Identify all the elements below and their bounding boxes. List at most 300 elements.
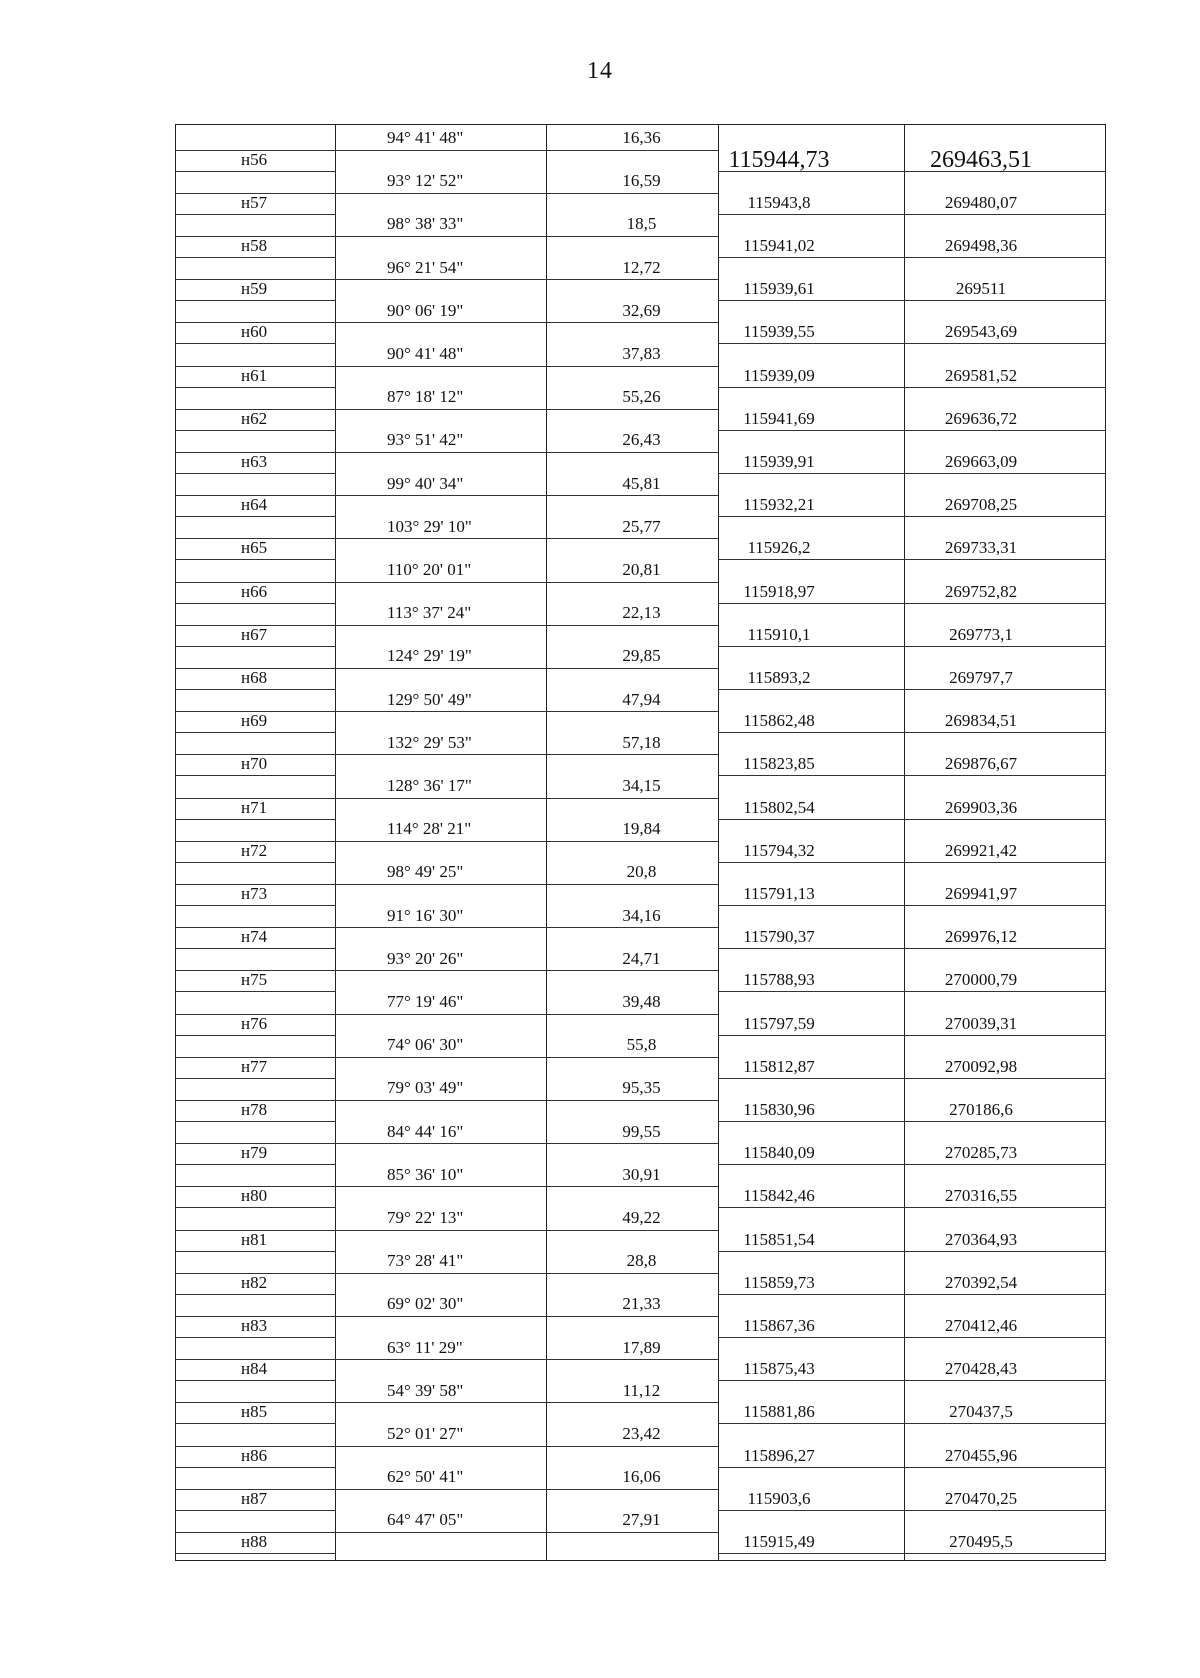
angle-cell: 63° 11' 29" [387,1337,463,1357]
x-coordinate-cell: 115840,09 [743,1143,815,1163]
row-rule [336,452,718,453]
row-rule [336,927,718,928]
row-rule [176,473,336,474]
row-rule [176,1337,336,1338]
row-rule [176,1446,336,1447]
row-rule [176,1489,336,1490]
angle-cell: 91° 16' 30" [387,905,464,925]
row-rule [718,559,1106,560]
distance-cell: 95,35 [622,1078,661,1098]
x-coordinate-cell: 115939,91 [743,451,815,471]
row-rule [336,625,718,626]
row-rule [336,970,718,971]
x-coordinate-cell: 115915,49 [743,1531,815,1551]
point-id-cell: н73 [241,883,268,903]
y-coordinate-cell: 269480,07 [944,192,1018,212]
row-rule [176,1100,336,1101]
point-id-cell: н69 [241,711,268,731]
row-rule [336,1402,718,1403]
row-rule [176,300,336,301]
angle-cell: 98° 38' 33" [387,214,464,234]
point-id-cell: н58 [241,235,268,255]
row-rule [176,516,336,517]
point-id-cell: н75 [241,970,268,990]
angle-cell: 113° 37' 24" [387,603,472,623]
x-coordinate-cell: 115941,69 [743,408,815,428]
angle-cell: 103° 29' 10" [387,516,472,536]
y-coordinate-cell: 269797,7 [949,667,1013,687]
y-coordinate-cell: 269498,36 [944,235,1018,255]
row-rule [336,495,718,496]
row-rule [176,387,336,388]
row-rule [336,150,718,151]
angle-cell: 87° 18' 12" [387,387,464,407]
row-rule [176,559,336,560]
distance-cell: 55,26 [622,387,661,407]
row-rule [718,1337,1106,1338]
x-coordinate-cell: 115812,87 [743,1056,815,1076]
row-rule [718,1251,1106,1252]
row-rule [176,1294,336,1295]
distance-cell: 34,15 [622,775,661,795]
row-rule [176,1207,336,1208]
row-rule [176,646,336,647]
point-id-cell: н87 [241,1488,268,1508]
row-rule [718,516,1106,517]
distance-cell: 18,5 [626,214,657,234]
distance-cell: 34,16 [622,905,661,925]
y-coordinate-cell: 270392,54 [944,1272,1018,1292]
angle-cell: 64° 47' 05" [387,1510,464,1530]
row-rule [176,1164,336,1165]
row-rule [718,689,1106,690]
angle-cell: 94° 41' 48" [387,128,464,147]
row-rule [176,754,336,755]
distance-cell: 29,85 [622,646,661,666]
y-coordinate-cell: 269876,67 [944,754,1018,774]
row-rule [176,603,336,604]
distance-cell: 24,71 [622,948,661,968]
row-rule [176,625,336,626]
row-rule [176,1143,336,1144]
row-rule [176,668,336,669]
row-rule [336,1186,718,1187]
row-rule [176,452,336,453]
row-rule [176,214,336,215]
y-coordinate-cell: 270092,98 [944,1056,1018,1076]
row-rule [718,1553,1106,1554]
row-rule [176,991,336,992]
row-rule [336,1532,718,1533]
row-rule [336,1359,718,1360]
row-rule [176,1316,336,1317]
distance-cell: 16,36 [622,128,661,147]
distance-cell: 19,84 [622,819,661,839]
x-coordinate-cell: 115939,55 [743,322,815,342]
row-rule [336,668,718,669]
y-coordinate-cell: 270285,73 [944,1143,1018,1163]
angle-cell: 85° 36' 10" [387,1164,464,1184]
x-coordinate-cell: 115851,54 [743,1229,815,1249]
x-coordinate-cell: 115788,93 [743,970,815,990]
y-coordinate-cell: 269752,82 [944,581,1018,601]
distance-cell: 25,77 [622,516,661,536]
row-rule [176,1251,336,1252]
y-coordinate-cell: 270316,55 [944,1186,1018,1206]
angle-cell: 74° 06' 30" [387,1035,464,1055]
point-id-cell: н79 [241,1143,268,1163]
row-rule [176,1273,336,1274]
point-id-cell: н65 [241,538,268,558]
row-rule [176,948,336,949]
row-rule [336,1014,718,1015]
y-coordinate-cell: 269463,51 [930,146,1032,173]
row-rule [336,366,718,367]
point-id-cell: н88 [241,1531,268,1551]
row-rule [718,1035,1106,1036]
y-coordinate-cell: 270455,96 [944,1445,1018,1465]
y-coordinate-cell: 270495,5 [949,1531,1013,1551]
row-rule [176,257,336,258]
row-rule [718,1380,1106,1381]
x-coordinate-cell: 115896,27 [743,1445,815,1465]
row-rule [176,798,336,799]
point-id-cell: н61 [241,365,268,385]
row-rule [336,193,718,194]
x-coordinate-cell: 115881,86 [743,1402,815,1422]
row-rule [718,862,1106,863]
x-coordinate-cell: 115941,02 [743,235,815,255]
row-rule [176,409,336,410]
distance-cell: 37,83 [622,343,661,363]
y-coordinate-cell: 270000,79 [944,970,1018,990]
point-id-cell: н74 [241,927,268,947]
distance-cell: 39,48 [622,991,661,1011]
point-id-cell: н64 [241,495,268,515]
y-coordinate-cell: 269581,52 [944,365,1018,385]
x-coordinate-cell: 115939,61 [743,279,815,299]
distance-cell: 45,81 [622,473,661,493]
row-rule [336,409,718,410]
point-id-cell: н77 [241,1056,268,1076]
distance-cell: 22,13 [622,603,661,623]
y-coordinate-cell: 269921,42 [944,840,1018,860]
row-rule [718,473,1106,474]
row-rule [176,1553,336,1554]
y-coordinate-cell: 269903,36 [944,797,1018,817]
x-coordinate-cell: 115862,48 [743,711,815,731]
x-coordinate-cell: 115939,09 [743,365,815,385]
row-rule [176,236,336,237]
row-rule [336,1057,718,1058]
y-coordinate-cell: 269636,72 [944,408,1018,428]
row-rule [176,495,336,496]
angle-cell: 124° 29' 19" [387,646,472,666]
page-number: 14 [587,58,613,84]
distance-cell: 27,91 [622,1510,661,1530]
point-id-cell: н76 [241,1013,268,1033]
row-rule [176,1014,336,1015]
x-coordinate-cell: 115944,73 [728,146,830,173]
point-id-cell: н81 [241,1229,268,1249]
row-rule [718,343,1106,344]
angle-cell: 77° 19' 46" [387,991,464,1011]
coordinates-table [175,124,1106,1561]
distance-cell: 11,12 [622,1380,661,1400]
row-rule [176,1121,336,1122]
row-rule [176,884,336,885]
row-rule [718,991,1106,992]
distance-cell: 16,59 [622,171,661,191]
row-rule [718,430,1106,431]
y-coordinate-cell: 269733,31 [944,538,1018,558]
row-rule [336,1100,718,1101]
point-id-cell: н86 [241,1445,268,1465]
y-coordinate-cell: 270412,46 [944,1315,1018,1335]
distance-cell: 21,33 [622,1294,661,1314]
y-coordinate-cell: 269663,09 [944,451,1018,471]
angle-cell: 93° 20' 26" [387,948,464,968]
distance-cell: 23,42 [622,1423,661,1443]
row-rule [176,732,336,733]
row-rule [336,884,718,885]
row-rule [336,1316,718,1317]
angle-cell: 54° 39' 58" [387,1380,464,1400]
distance-cell: 20,81 [622,559,661,579]
row-rule [718,1294,1106,1295]
angle-cell: 98° 49' 25" [387,862,464,882]
row-rule [176,322,336,323]
distance-cell: 49,22 [622,1207,661,1227]
row-rule [718,1467,1106,1468]
angle-cell: 84° 44' 16" [387,1121,464,1141]
point-id-cell: н67 [241,624,268,644]
angle-cell: 93° 12' 52" [387,171,464,191]
point-id-cell: н71 [241,797,268,817]
angle-cell: 93° 51' 42" [387,430,464,450]
row-rule [176,1423,336,1424]
row-rule [176,927,336,928]
x-coordinate-cell: 115790,37 [743,927,815,947]
row-rule [176,582,336,583]
row-rule [718,948,1106,949]
x-coordinate-cell: 115794,32 [743,840,815,860]
row-rule [336,322,718,323]
point-id-cell: н84 [241,1359,268,1379]
angle-cell: 129° 50' 49" [387,689,472,709]
row-rule [176,862,336,863]
row-rule [176,1078,336,1079]
point-id-cell: н56 [241,149,268,169]
row-rule [336,279,718,280]
angle-cell: 128° 36' 17" [387,775,472,795]
angle-cell: 79° 22' 13" [387,1207,464,1227]
row-rule [718,214,1106,215]
column-divider [335,125,336,1560]
row-rule [176,1532,336,1533]
x-coordinate-cell: 115842,46 [743,1186,815,1206]
row-rule [176,905,336,906]
row-rule [718,300,1106,301]
row-rule [718,387,1106,388]
point-id-cell: н62 [241,408,268,428]
row-rule [176,193,336,194]
x-coordinate-cell: 115932,21 [743,495,815,515]
point-id-cell: н72 [241,840,268,860]
point-id-cell: н66 [241,581,268,601]
row-rule [336,711,718,712]
x-coordinate-cell: 115791,13 [743,883,815,903]
distance-cell: 16,06 [622,1467,661,1487]
row-rule [718,603,1106,604]
row-rule [336,1489,718,1490]
row-rule [336,236,718,237]
distance-cell: 32,69 [622,300,661,320]
x-coordinate-cell: 115859,73 [743,1272,815,1292]
x-coordinate-cell: 115903,6 [747,1488,811,1508]
row-rule [176,1057,336,1058]
row-rule [718,775,1106,776]
angle-cell: 90° 06' 19" [387,300,464,320]
row-rule [718,732,1106,733]
angle-cell: 69° 02' 30" [387,1294,464,1314]
row-rule [718,646,1106,647]
row-rule [176,1402,336,1403]
y-coordinate-cell: 270364,93 [944,1229,1018,1249]
row-rule [336,798,718,799]
row-rule [176,430,336,431]
x-coordinate-cell: 115802,54 [743,797,815,817]
distance-cell: 30,91 [622,1164,661,1184]
x-coordinate-cell: 115875,43 [743,1359,815,1379]
row-rule [336,1273,718,1274]
angle-cell: 99° 40' 34" [387,473,464,493]
x-coordinate-cell: 115797,59 [743,1013,815,1033]
row-rule [176,819,336,820]
row-rule [176,150,336,151]
distance-cell: 99,55 [622,1121,661,1141]
distance-cell: 20,8 [626,862,657,882]
row-rule [718,257,1106,258]
row-rule [718,1423,1106,1424]
row-rule [718,819,1106,820]
row-rule [336,1446,718,1447]
row-rule [718,1121,1106,1122]
y-coordinate-cell: 270186,6 [949,1099,1013,1119]
x-coordinate-cell: 115830,96 [743,1099,815,1119]
row-rule [176,1035,336,1036]
distance-cell: 26,43 [622,430,661,450]
row-rule [718,1078,1106,1079]
row-rule [176,1467,336,1468]
y-coordinate-cell: 270470,25 [944,1488,1018,1508]
distance-cell: 57,18 [622,732,661,752]
angle-cell: 110° 20' 01" [387,559,472,579]
x-coordinate-cell: 115926,2 [747,538,811,558]
point-id-cell: н68 [241,667,268,687]
y-coordinate-cell: 269976,12 [944,927,1018,947]
y-coordinate-cell: 269511 [955,279,1007,299]
point-id-cell: н57 [241,192,268,212]
row-rule [176,171,336,172]
x-coordinate-cell: 115910,1 [747,624,811,644]
y-coordinate-cell: 269543,69 [944,322,1018,342]
point-id-cell: н80 [241,1186,268,1206]
point-id-cell: н83 [241,1315,268,1335]
row-rule [718,171,1106,172]
y-coordinate-cell: 269708,25 [944,495,1018,515]
row-rule [176,970,336,971]
distance-cell: 12,72 [622,257,661,277]
point-id-cell: н70 [241,754,268,774]
point-id-cell: н59 [241,279,268,299]
angle-cell: 52° 01' 27" [387,1423,464,1443]
y-coordinate-cell: 270039,31 [944,1013,1018,1033]
distance-cell: 47,94 [622,689,661,709]
angle-cell: 73° 28' 41" [387,1251,464,1271]
row-rule [718,1510,1106,1511]
y-coordinate-cell: 269941,97 [944,883,1018,903]
row-rule [336,841,718,842]
point-id-cell: н85 [241,1402,268,1422]
y-coordinate-cell: 270437,5 [949,1402,1013,1422]
row-rule [336,582,718,583]
row-rule [718,1207,1106,1208]
row-rule [176,841,336,842]
y-coordinate-cell: 269834,51 [944,711,1018,731]
y-coordinate-cell: 270428,43 [944,1359,1018,1379]
row-rule [176,279,336,280]
row-rule [718,1164,1106,1165]
point-id-cell: н63 [241,451,268,471]
row-rule [176,538,336,539]
distance-cell: 55,8 [626,1035,657,1055]
x-coordinate-cell: 115918,97 [743,581,815,601]
point-id-cell: н78 [241,1099,268,1119]
angle-cell: 114° 28' 21" [387,819,472,839]
row-rule [176,775,336,776]
point-id-cell: н60 [241,322,268,342]
row-rule [336,538,718,539]
x-coordinate-cell: 115867,36 [743,1315,815,1335]
row-rule [176,711,336,712]
distance-cell: 28,8 [626,1251,657,1271]
angle-cell: 90° 41' 48" [387,343,464,363]
row-rule [176,1359,336,1360]
row-rule [176,1380,336,1381]
x-coordinate-cell: 115893,2 [747,667,811,687]
distance-cell: 17,89 [622,1337,661,1357]
row-rule [176,1186,336,1187]
point-id-cell: н82 [241,1272,268,1292]
row-rule [336,1230,718,1231]
row-rule [336,754,718,755]
angle-cell: 96° 21' 54" [387,257,464,277]
row-rule [176,1510,336,1511]
x-coordinate-cell: 115823,85 [743,754,815,774]
row-rule [176,1230,336,1231]
row-rule [176,343,336,344]
angle-cell: 79° 03' 49" [387,1078,464,1098]
x-coordinate-cell: 115943,8 [747,192,811,212]
row-rule [176,689,336,690]
y-coordinate-cell: 269773,1 [949,624,1013,644]
angle-cell: 62° 50' 41" [387,1467,464,1487]
angle-cell: 132° 29' 53" [387,732,472,752]
row-rule [176,366,336,367]
row-rule [336,1143,718,1144]
row-rule [718,905,1106,906]
